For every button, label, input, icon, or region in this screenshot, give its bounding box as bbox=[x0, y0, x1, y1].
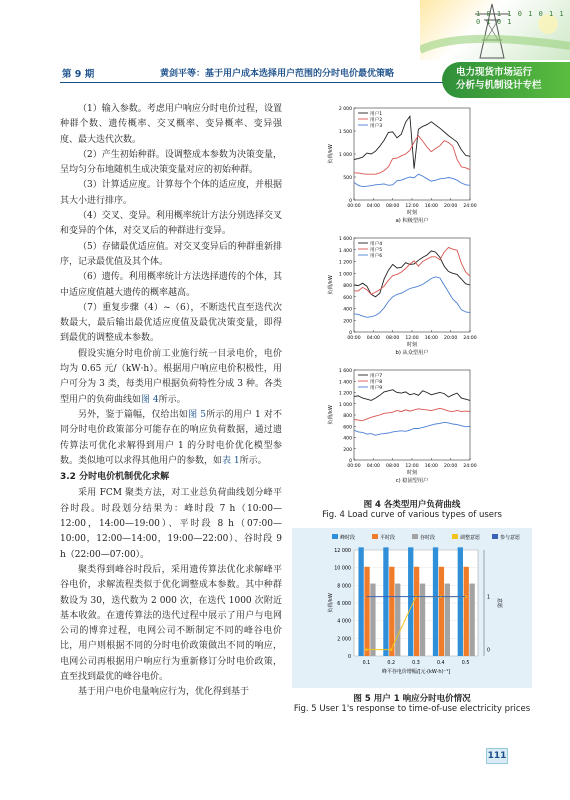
paragraph-text: 所示。 bbox=[158, 394, 186, 405]
column-badge-line-1: 电力现货市场运行 bbox=[456, 67, 533, 78]
x-tick-label: 20:00 bbox=[444, 204, 458, 209]
y-tick-label: 8 000 bbox=[337, 584, 351, 590]
chart-subtitle: b) 从众型用户 bbox=[395, 350, 429, 356]
legend-label: 用户4 bbox=[370, 242, 383, 247]
y-tick-label: 600 bbox=[343, 295, 352, 301]
y-tick-label: 1 400 bbox=[338, 380, 352, 386]
bar bbox=[433, 547, 438, 656]
y-tick-label: 1 000 bbox=[338, 402, 352, 408]
bar bbox=[358, 547, 363, 656]
y-axis-label: 负荷/kW bbox=[328, 405, 334, 425]
x-tick-label: 12:00 bbox=[405, 204, 419, 209]
paragraph-text: 假设实施分时电价前工业施行统一目录电价，电价均为 0.65 元/（kW·h）。根据用户响应电价积极性，用户可分为 3 类，每类用户根据负荷特性分成 3 种。各类型用户的负荷曲线如 bbox=[60, 348, 282, 405]
legend-label: 用户6 bbox=[370, 254, 383, 259]
y-axis-label: 负荷/kW bbox=[328, 593, 334, 613]
paragraph-text: 所示的用户 1 对不同分时电价政策部分可能存在的响应负荷数据，通过遗传算法可优化求解得到用户 1 的分时电价优化模型参数。类似地可以求得其他用户的参数，如 bbox=[60, 409, 282, 466]
series-line bbox=[354, 174, 470, 187]
y-tick-label: 10 000 bbox=[334, 566, 351, 572]
legend-label: 参与意愿 bbox=[500, 535, 521, 541]
x-axis-label: 时刻 bbox=[406, 470, 418, 476]
x-tick-label: 0.5 bbox=[461, 661, 470, 666]
section-heading: 3.2 分时电价机制优化求解 bbox=[60, 472, 170, 483]
legend-label: 用户5 bbox=[370, 248, 383, 253]
table-1-link[interactable]: 表 1 bbox=[222, 455, 240, 466]
y-tick-label: 1 200 bbox=[338, 391, 352, 397]
power-pylon-icon bbox=[420, 0, 570, 60]
legend-label: 用户2 bbox=[370, 118, 383, 123]
paragraph: （5）存储最优适应值。对交叉变异后的种群重新排序，记录最优值及其个体。 bbox=[60, 241, 282, 267]
chart-subtitle: a) 积极型用户 bbox=[395, 218, 429, 224]
y-tick-label: 2 000 bbox=[338, 107, 352, 112]
paragraph bbox=[60, 347, 282, 408]
x-axis-label: 时刻 bbox=[406, 210, 418, 216]
y-tick-label: 2 000 bbox=[337, 637, 351, 643]
y-tick-label: 12 000 bbox=[334, 549, 351, 554]
right-tick-label: 0 bbox=[487, 648, 491, 654]
figure-4 bbox=[292, 100, 532, 490]
bar bbox=[445, 584, 450, 656]
x-tick-label: 04:00 bbox=[366, 336, 380, 341]
column-badge-line-2: 分析与机制设计专栏 bbox=[456, 80, 542, 91]
paragraph-text: 另外，鉴于篇幅，仅给出如 bbox=[78, 409, 189, 420]
series-line bbox=[354, 408, 470, 420]
y-tick-label: 0 bbox=[349, 459, 352, 464]
x-tick-label: 08:00 bbox=[386, 464, 400, 469]
x-tick-label: 24:00 bbox=[463, 336, 477, 341]
paragraph: 聚类得到峰谷时段后，采用遗传算法优化求解峰平谷电价，求解流程类似于优化调整成本参数。其中种群数设为 30，迭代数为 2 000 次，在迭代 1000 次附近基本收敛。在遗传算法的迭代过程中展示了用户与电网公司的博弈过程，电网公司不断制定不同的峰谷电价比，用户则根据不同的分时电价政策做出不同的响应，电网公司再根据用户响应行为重新修订分时电价政策，直至找到最优的峰谷电价。 bbox=[60, 564, 282, 682]
legend-label: 用户9 bbox=[370, 386, 383, 391]
page-header bbox=[0, 0, 570, 91]
legend-swatch bbox=[412, 534, 418, 539]
running-title: 黄剑平等：基于用户成本选择用户范围的分时电价最优策略 bbox=[160, 69, 395, 79]
paragraph-text: 所示。 bbox=[239, 455, 267, 466]
paragraph: 基于用户电价电量响应行为，优化得到基于 bbox=[78, 687, 250, 698]
x-tick-label: 12:00 bbox=[405, 464, 419, 469]
figure-5-link[interactable]: 图 5 bbox=[188, 409, 206, 420]
issue-label: 第 9 期 bbox=[62, 69, 95, 80]
y-tick-label: 1 600 bbox=[338, 369, 352, 374]
bar bbox=[458, 547, 463, 656]
legend-label: 峰时段 bbox=[340, 535, 356, 541]
header-rule bbox=[60, 82, 470, 83]
y-tick-label: 6 000 bbox=[337, 602, 351, 607]
legend-label: 平时段 bbox=[380, 535, 396, 541]
left-column bbox=[60, 102, 282, 701]
y-axis-label: 负荷/kW bbox=[328, 275, 334, 295]
x-tick-label: 20:00 bbox=[444, 464, 458, 469]
y-axis-label: 负荷/kW bbox=[328, 144, 334, 164]
y-tick-label: 600 bbox=[343, 425, 352, 431]
y-tick-label: 0 bbox=[349, 331, 352, 336]
bar bbox=[383, 547, 388, 656]
legend-label: 调整意愿 bbox=[460, 535, 481, 541]
figure-5-caption-en: Fig. 5 User 1's response to time-of-use electricity prices bbox=[293, 704, 531, 714]
column-badge bbox=[442, 62, 570, 98]
y-tick-label: 800 bbox=[343, 414, 352, 419]
bar bbox=[408, 547, 413, 656]
y-tick-label: 1 500 bbox=[338, 130, 352, 135]
line-chart-c bbox=[292, 362, 532, 490]
paragraph: （4）交叉、变异。利用概率统计方法分别选择交叉和变异的个体，对交叉后的种群进行变异。 bbox=[60, 211, 282, 237]
x-tick-label: 16:00 bbox=[424, 336, 438, 341]
bar bbox=[364, 567, 369, 656]
y-tick-label: 200 bbox=[343, 319, 352, 325]
y-tick-label: 1 000 bbox=[338, 272, 352, 278]
bar bbox=[389, 567, 394, 656]
page-number: 111 bbox=[486, 748, 508, 764]
series-line bbox=[354, 390, 470, 401]
chart-subtitle: c) 稳固型用户 bbox=[395, 478, 429, 484]
y-tick-label: 800 bbox=[343, 284, 352, 289]
y-tick-label: 500 bbox=[343, 176, 352, 181]
legend-label: 用户7 bbox=[370, 374, 383, 379]
y-tick-label: 400 bbox=[343, 307, 352, 313]
line-chart-a bbox=[292, 100, 532, 230]
y-tick-label: 1 400 bbox=[338, 248, 352, 254]
x-tick-label: 16:00 bbox=[424, 464, 438, 469]
figure-5 bbox=[292, 528, 532, 688]
x-tick-label: 04:00 bbox=[366, 204, 380, 209]
figure-5-caption-cn: 图 5 用户 1 响应分时电价情况 bbox=[353, 694, 471, 704]
paragraph: 采用 FCM 聚类方法，对工业总负荷曲线划分峰平谷时段。时段划分结果为：峰时段 7 h（10:00—12:00，14:00—19:00）、平时段 8 h（07:00—10:00，12:00—14:00，19:00—22:00）、谷时段 9 h（22:00—07:00）。 bbox=[60, 488, 282, 560]
x-tick-label: 00:00 bbox=[347, 464, 361, 469]
x-tick-label: 12:00 bbox=[405, 336, 419, 341]
legend-swatch bbox=[452, 534, 458, 539]
paragraph: （1）输入参数。考虑用户响应分时电价过程，设置种群个数、遗传概率、交叉概率、变异概率、变异强度、最大迭代次数。 bbox=[60, 104, 282, 145]
x-axis-label: 时刻 bbox=[406, 342, 418, 348]
right-column bbox=[292, 100, 532, 714]
y-tick-label: 0 bbox=[347, 655, 351, 660]
legend-label: 用户3 bbox=[370, 124, 383, 129]
y-tick-label: 400 bbox=[343, 436, 352, 442]
x-tick-label: 08:00 bbox=[386, 204, 400, 209]
bar bbox=[370, 584, 375, 656]
x-tick-label: 20:00 bbox=[444, 336, 458, 341]
legend-swatch bbox=[332, 534, 338, 539]
bar-chart bbox=[292, 528, 532, 688]
x-tick-label: 0.4 bbox=[436, 661, 445, 666]
bar bbox=[414, 567, 419, 656]
x-tick-label: 0.3 bbox=[412, 661, 420, 666]
y-tick-label: 1 600 bbox=[338, 237, 352, 242]
paragraph: （6）遗传。利用概率统计方法选择遗传的个体，其中适应度值越大遗传的概率越高。 bbox=[60, 272, 282, 298]
legend-label: 谷时段 bbox=[420, 535, 436, 541]
right-axis-label: 意愿 bbox=[496, 597, 502, 609]
x-tick-label: 16:00 bbox=[424, 204, 438, 209]
x-tick-label: 04:00 bbox=[366, 464, 380, 469]
paragraph: （2）产生初始种群。设调整成本参数为决策变量，呈均匀分布地随机生成决策变量对应的初始种群。 bbox=[60, 149, 282, 176]
bar bbox=[395, 584, 400, 656]
y-tick-label: 200 bbox=[343, 447, 352, 453]
header-decoration-image bbox=[420, 0, 570, 60]
line-chart-b bbox=[292, 230, 532, 362]
bar bbox=[420, 584, 425, 656]
x-tick-label: 0.1 bbox=[362, 661, 371, 666]
x-tick-label: 24:00 bbox=[463, 204, 477, 209]
x-tick-label: 00:00 bbox=[347, 336, 361, 341]
figure-4-caption-cn: 图 4 各类型用户负荷曲线 bbox=[363, 500, 461, 510]
x-tick-label: 24:00 bbox=[463, 464, 477, 469]
bar bbox=[464, 567, 469, 656]
paragraph bbox=[60, 408, 282, 469]
series-line bbox=[354, 422, 470, 435]
y-tick-label: 1 200 bbox=[338, 260, 352, 266]
adjust-willingness-point bbox=[365, 648, 368, 651]
x-axis-label: 峰平谷电价增幅/[元·(kW·h)⁻¹] bbox=[381, 669, 451, 675]
x-tick-label: 00:00 bbox=[347, 204, 361, 209]
legend-label: 用户8 bbox=[370, 380, 383, 385]
adjust-willingness-point bbox=[390, 648, 393, 651]
series-line bbox=[354, 277, 470, 318]
bar bbox=[469, 584, 474, 656]
legend-swatch bbox=[492, 534, 498, 539]
y-tick-label: 1 000 bbox=[338, 153, 352, 158]
x-tick-label: 0.2 bbox=[387, 661, 396, 666]
paragraph: （3）计算适应度。计算每个个体的适应度，并根据其大小进行排序。 bbox=[60, 180, 282, 206]
x-tick-label: 08:00 bbox=[386, 336, 400, 341]
right-tick-label: 1 bbox=[487, 595, 491, 601]
bar bbox=[439, 567, 444, 656]
figure-4-link[interactable]: 图 4 bbox=[141, 394, 159, 405]
y-tick-label: 0 bbox=[349, 199, 352, 204]
y-tick-label: 4 000 bbox=[337, 619, 351, 625]
paragraph: （7）重复步骤（4）~（6），不断迭代直至迭代次数最大，最后输出最优适应度值及最优决策变量，即得到最优的调整成本参数。 bbox=[60, 302, 282, 344]
legend-label: 用户1 bbox=[370, 112, 383, 117]
header-ticker: 1 0 1 1 0 1 0 1 1 0 1 0 1 bbox=[476, 10, 565, 26]
figure-4-caption-en: Fig. 4 Load curve of various types of users bbox=[322, 510, 502, 520]
legend-swatch bbox=[372, 534, 378, 539]
